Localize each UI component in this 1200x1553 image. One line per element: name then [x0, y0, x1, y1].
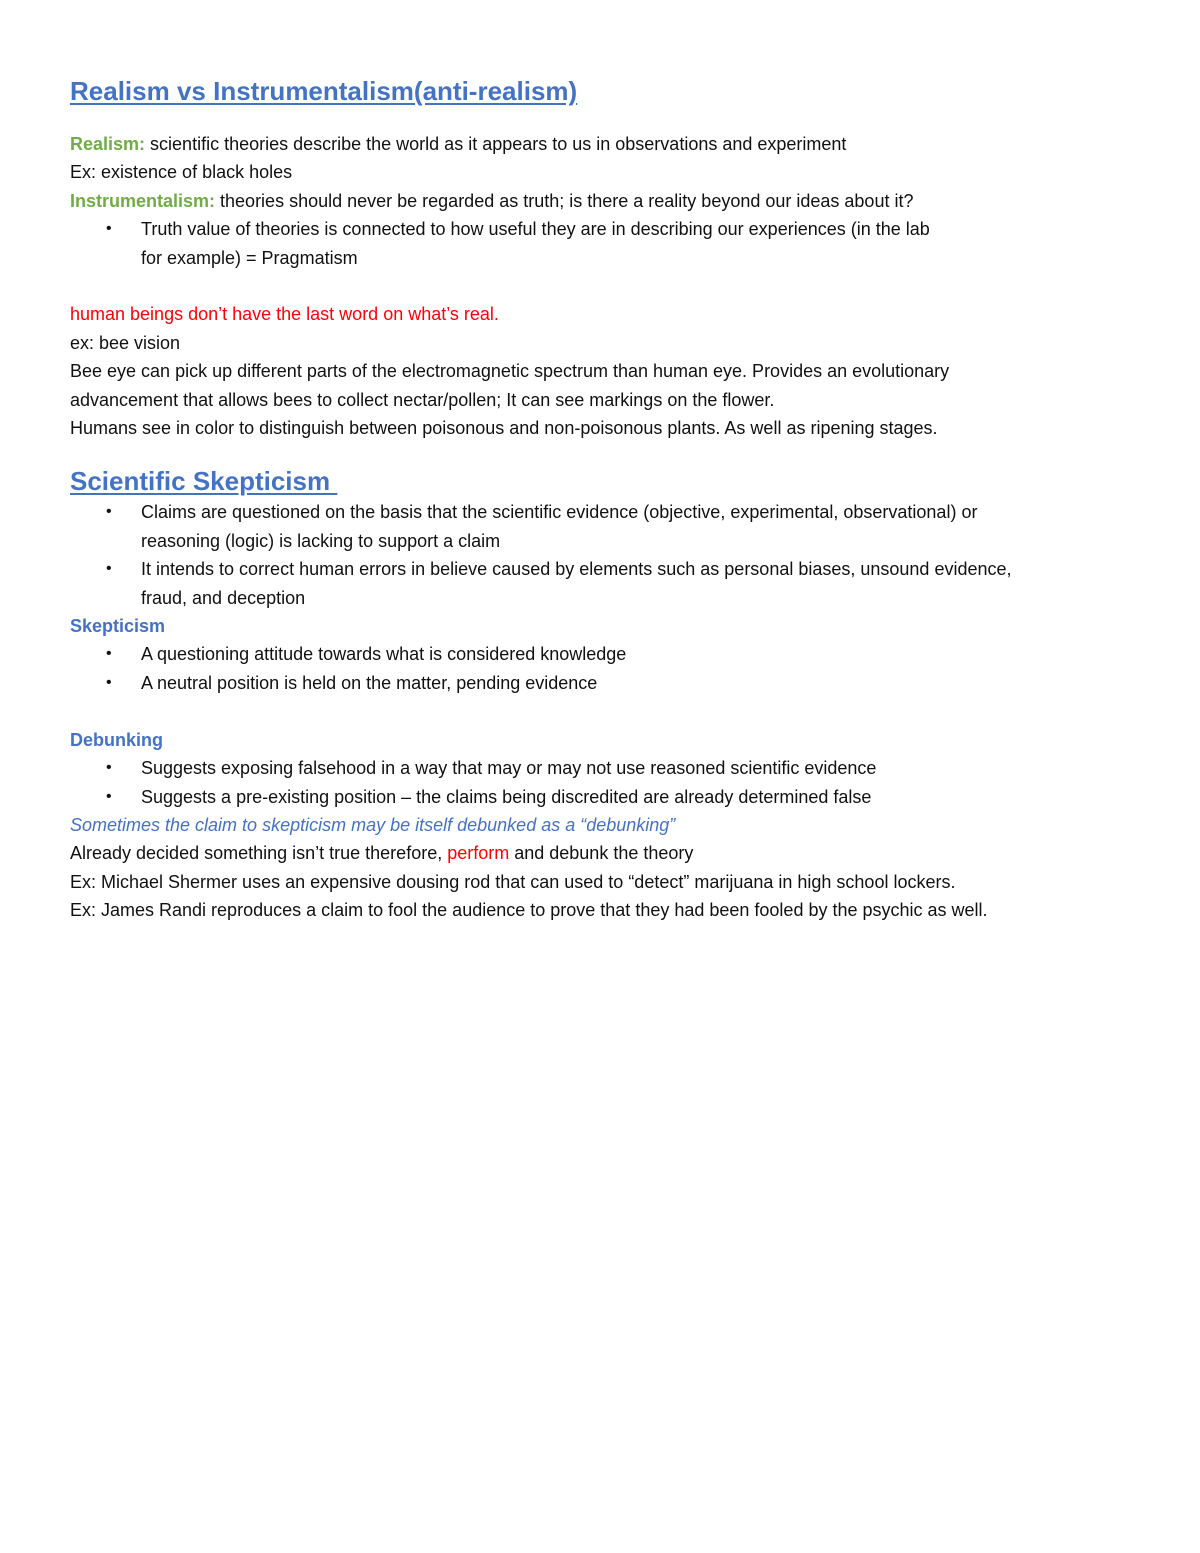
bullet-text: A questioning attitude towards what is considered knowledge [141, 644, 627, 665]
bullet-icon: • [106, 560, 112, 578]
bullet-text: Suggests exposing falsehood in a way that may or may not use reasoned scientific evidence [141, 758, 877, 779]
document-page [70, 74, 1130, 925]
italic-debunking-note: Sometimes the claim to skepticism may be itself debunked as a “debunking” [70, 814, 676, 835]
bullet-icon: • [106, 503, 112, 521]
list-item [70, 498, 1130, 555]
heading-scientific-skepticism: Scientific Skepticism [70, 466, 338, 497]
perform-word: perform [447, 843, 510, 864]
list-item [70, 754, 1130, 782]
humans-color-line: Humans see in color to distinguish between poisonous and non-poisonous plants. As well as ripening stages. [70, 418, 938, 439]
realism-text: scientific theories describe the world as it appears to us in observations and experiment [145, 134, 847, 154]
realism-label: Realism: [70, 134, 146, 154]
instrumentalism-definition [70, 187, 1130, 215]
bee-eye-line-1: Bee eye can pick up different parts of the electromagnetic spectrum than human eye. Provides an evolutionary [70, 361, 950, 382]
bullet-text: Claims are questioned on the basis that the scientific evidence (objective, experimental, observational) or reasoning (logic) is lacking to support a claim [141, 502, 978, 551]
bullet-text: Truth value of theories is connected to how useful they are in describing our experiences (in the lab for example) = Pragmatism [141, 219, 930, 268]
bullet-text: A neutral position is held on the matter, pending evidence [141, 672, 598, 693]
example-black-holes: Ex: existence of black holes [70, 162, 293, 183]
list-item [70, 555, 1130, 612]
instrumentalism-label: Instrumentalism: [70, 190, 216, 211]
bullet-icon: • [106, 759, 112, 777]
list-item [70, 640, 1130, 668]
instrumentalism-text: theories should never be regarded as truth; is there a reality beyond our ideas about it? [215, 190, 914, 211]
already-decided-post: and debunk the theory [509, 843, 694, 864]
bullet-text: It intends to correct human errors in believe caused by elements such as personal biases, unsound evidence, fraud, and deception [141, 559, 1012, 608]
bullet-icon: • [106, 787, 112, 805]
list-item [70, 669, 1130, 697]
bullet-icon: • [106, 645, 112, 663]
skepticism-main-bullet-list [70, 498, 1130, 612]
instrumentalism-bullet-list [70, 215, 1130, 272]
debunking-bullet-list [70, 754, 1130, 811]
example-bee-vision: ex: bee vision [70, 332, 181, 353]
skepticism-bullet-list [70, 640, 1130, 697]
example-shermer: Ex: Michael Shermer uses an expensive dousing rod that can used to “detect” marijuana in high school lockers. [70, 871, 956, 892]
bullet-icon: • [106, 673, 112, 691]
bee-eye-line-2: advancement that allows bees to collect nectar/pollen; It can see markings on the flower. [70, 389, 775, 410]
realism-definition [70, 130, 1130, 158]
heading-realism-vs-instrumentalism: Realism vs Instrumentalism(anti-realism) [70, 76, 578, 106]
skepticism-subheading: Skepticism [70, 616, 166, 637]
bullet-icon: • [106, 220, 112, 238]
example-randi: Ex: James Randi reproduces a claim to fool the audience to prove that they had been fooled by the psychic as well. [70, 900, 988, 921]
already-decided-line [70, 839, 1130, 867]
already-decided-pre: Already decided something isn’t true therefore, [70, 843, 448, 864]
bullet-text: Suggests a pre-existing position – the claims being discredited are already determined false [141, 786, 872, 807]
debunking-subheading: Debunking [70, 729, 163, 750]
list-item [70, 215, 1130, 272]
red-statement: human beings don’t have the last word on what’s real. [70, 304, 499, 325]
list-item [70, 783, 1130, 811]
